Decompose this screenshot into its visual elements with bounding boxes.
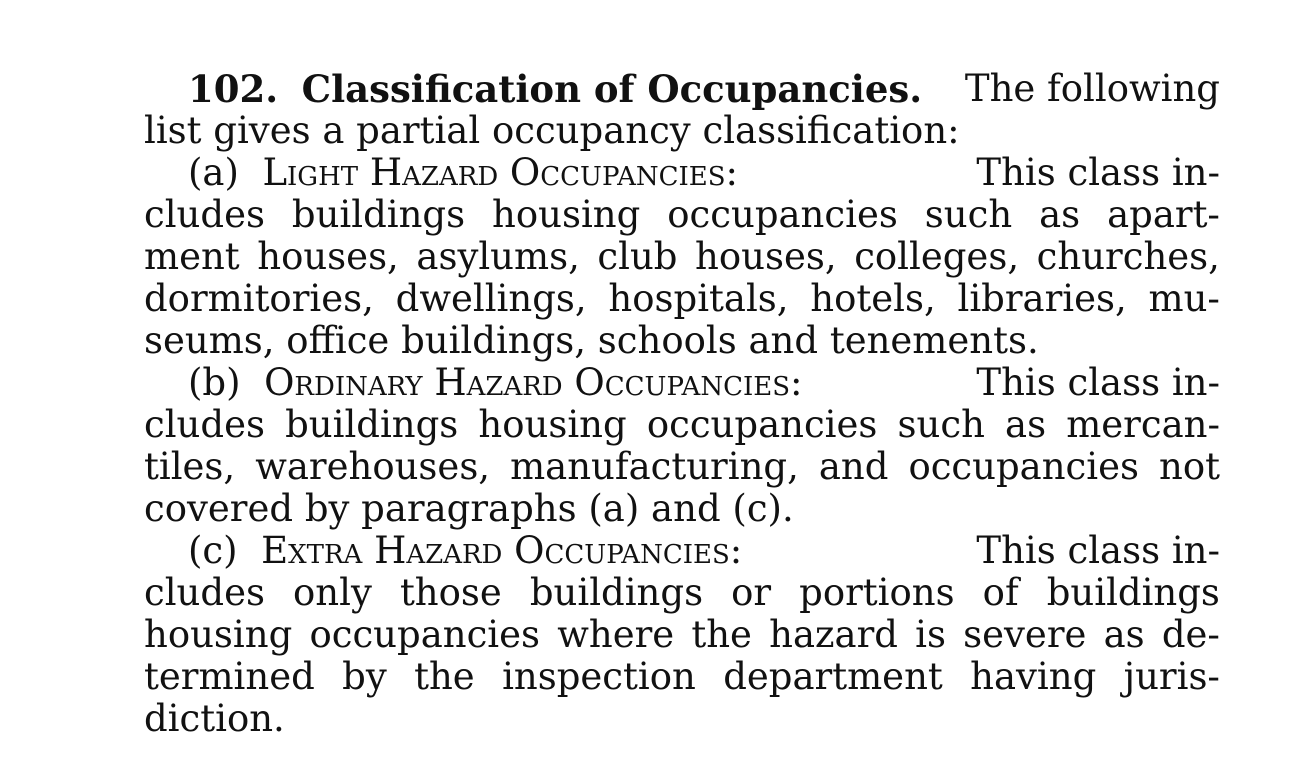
item-c-text: housing occupancies where the hazard is severe as de- [144,613,1220,656]
intro-text-end [144,110,1220,152]
item-a-line [144,194,1220,236]
item-b-text: covered by paragraphs (a) and (c). [144,487,794,530]
document-page [144,68,1220,740]
item-a-text: seums, office buildings, schools and tenements. [144,319,1039,362]
item-c-text: termined by the inspection department having juris- [144,655,1220,698]
intro-text-start: The following [964,67,1220,110]
item-a-text: dormitories, dwellings, hospitals, hotels, libraries, mu- [144,277,1220,320]
item-b-title: Ordinary Hazard Occupancies: [264,361,803,404]
section-number: 102. [188,67,279,111]
item-c-line [144,656,1220,698]
item-b-text: cludes buildings housing occupancies such as mercan- [144,403,1220,446]
item-b-text: This class in- [976,361,1220,404]
item-b-text: tiles, warehouses, manufacturing, and occupancies not [144,445,1220,488]
item-b-lead [188,362,803,404]
item-c-line [144,698,1220,740]
item-a-marker: (a) [188,151,239,194]
item-c-line [144,614,1220,656]
item-a-lead [188,152,738,194]
item-c-lead [188,530,742,572]
item-a-first-line [144,152,1220,194]
section-number-and-heading [188,68,922,110]
item-b-line [144,488,1220,530]
item-c-title: Extra Hazard Occupancies: [261,529,743,572]
item-c-marker: (c) [188,529,238,572]
section-heading-line [144,68,1220,110]
intro-line: list gives a partial occupancy classification: [144,109,960,152]
item-c-text: cludes only those buildings or portions of buildings [144,571,1220,614]
item-a-text: ment houses, asylums, club houses, colleges, churches, [144,235,1220,278]
item-b-line [144,446,1220,488]
section-heading: Classification of Occupancies. [301,67,923,111]
item-a-text: cludes buildings housing occupancies such as apart- [144,193,1220,236]
item-c-line [144,572,1220,614]
item-c-text: This class in- [976,529,1220,572]
item-b-first-line [144,362,1220,404]
item-a-title: Light Hazard Occupancies: [262,151,739,194]
item-a-line [144,278,1220,320]
item-b-line [144,404,1220,446]
item-c-text: diction. [144,697,285,740]
item-a-line [144,320,1220,362]
item-a-text: This class in- [976,151,1220,194]
item-c-first-line [144,530,1220,572]
item-b-marker: (b) [188,361,241,404]
item-a-line [144,236,1220,278]
